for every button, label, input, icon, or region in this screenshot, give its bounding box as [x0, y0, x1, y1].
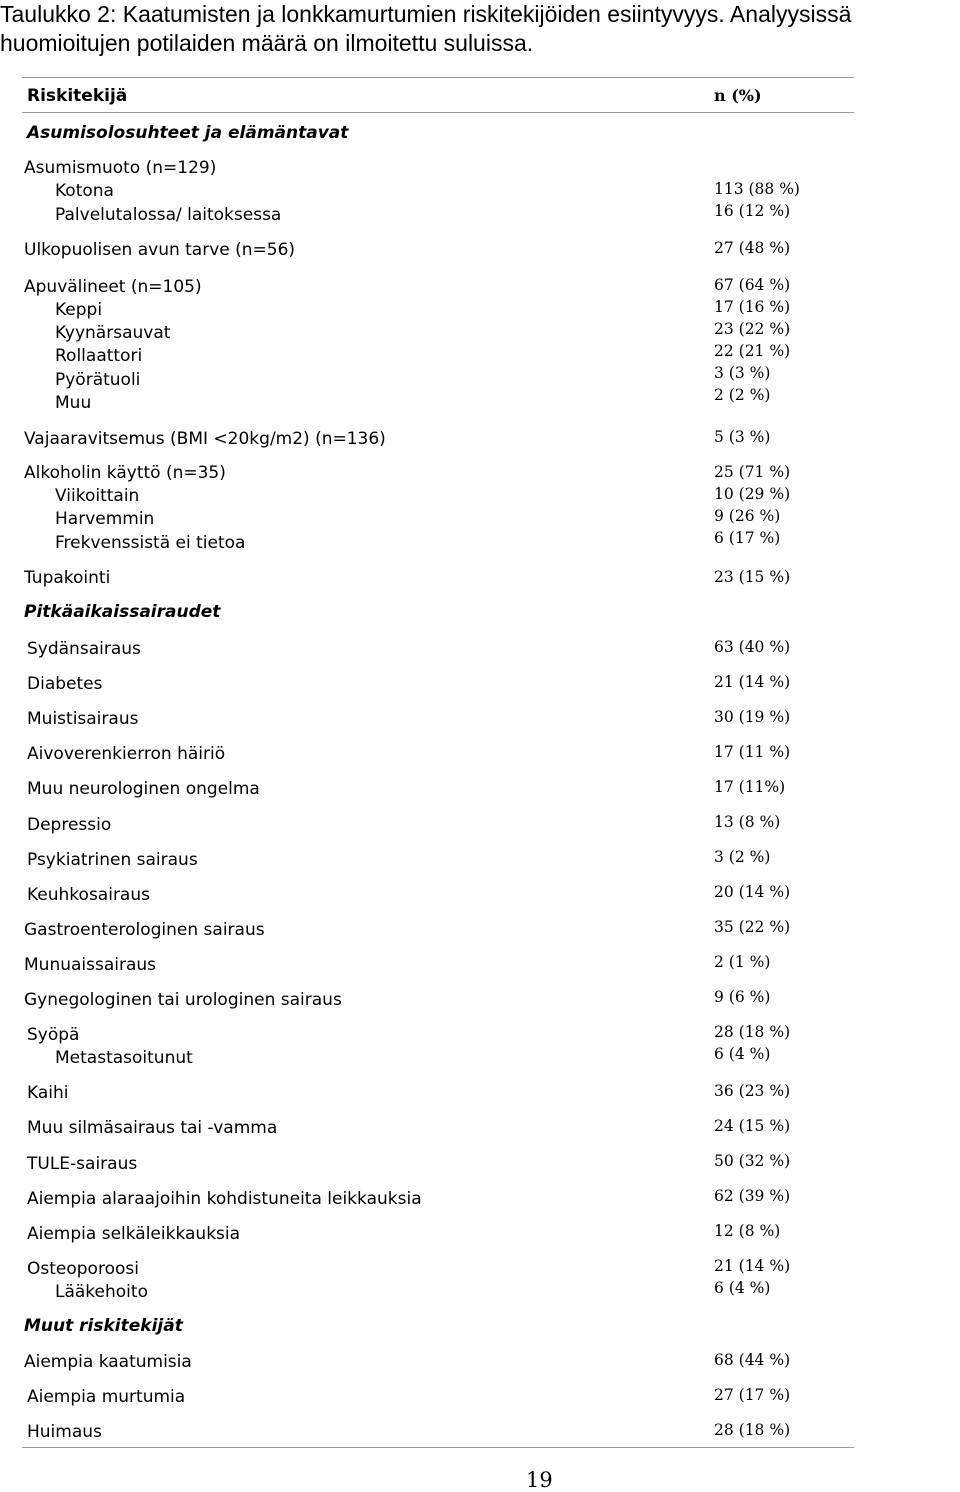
row-label: Diabetes [27, 674, 103, 694]
row-label: Osteoporoosi [27, 1259, 139, 1279]
row-value: 3 (2 %) [714, 848, 771, 866]
row-value: 6 (4 %) [714, 1279, 771, 1297]
row-label: Sydänsairaus [27, 639, 141, 659]
row-value: 63 (40 %) [714, 638, 791, 656]
row-label: Metastasoitunut [55, 1048, 193, 1068]
row-value: 13 (8 %) [714, 813, 781, 831]
row-label: Muu neurologinen ongelma [27, 779, 260, 799]
row-value: 21 (14 %) [714, 673, 791, 691]
row-label: Alkoholin käyttö (n=35) [24, 463, 226, 483]
row-value: 28 (18 %) [714, 1023, 791, 1041]
row-label: Muistisairaus [27, 709, 139, 729]
row-value: 2 (1 %) [714, 953, 771, 971]
section-heading: Muut riskitekijät [24, 1316, 183, 1336]
row-label: Gynegologinen tai urologinen sairaus [24, 990, 342, 1010]
row-value: 6 (17 %) [714, 529, 781, 547]
row-label: Vajaaravitsemus (BMI <20kg/m2) (n=136) [24, 429, 386, 449]
row-label: Huimaus [27, 1422, 102, 1442]
column-header-n-percent: n (%) [714, 86, 762, 105]
row-value: 50 (32 %) [714, 1152, 791, 1170]
row-value: 6 (4 %) [714, 1045, 771, 1063]
row-label: Syöpä [27, 1025, 80, 1045]
row-label: Pyörätuoli [55, 370, 141, 390]
table-top-rule [22, 77, 854, 78]
row-label: Gastroenterologinen sairaus [24, 920, 265, 940]
row-value: 67 (64 %) [714, 276, 791, 294]
row-value: 17 (11%) [714, 778, 786, 796]
row-label: Ulkopuolisen avun tarve (n=56) [24, 240, 296, 260]
row-label: Apuvälineet (n=105) [24, 277, 202, 297]
row-label: Asumismuoto (n=129) [24, 158, 217, 178]
row-value: 23 (22 %) [714, 320, 791, 338]
row-label: Harvemmin [55, 509, 155, 529]
row-label: Aiempia kaatumisia [24, 1352, 192, 1372]
page-number: 19 [526, 1468, 553, 1492]
row-label: Tupakointi [24, 568, 111, 588]
row-label: Kotona [55, 181, 114, 201]
section-heading: Asumisolosuhteet ja elämäntavat [27, 123, 349, 143]
column-header-risk-factor: Riskitekijä [27, 86, 128, 106]
row-value: 30 (19 %) [714, 708, 791, 726]
row-label: Aiempia selkäleikkauksia [27, 1224, 241, 1244]
row-value: 5 (3 %) [714, 428, 771, 446]
row-value: 22 (21 %) [714, 342, 791, 360]
row-label: Kyynärsauvat [55, 323, 171, 343]
row-label: Munuaissairaus [24, 955, 157, 975]
row-label: Viikoittain [55, 486, 140, 506]
row-value: 16 (12 %) [714, 202, 791, 220]
row-value: 21 (14 %) [714, 1257, 791, 1275]
row-value: 9 (6 %) [714, 988, 771, 1006]
row-value: 36 (23 %) [714, 1082, 791, 1100]
row-value: 28 (18 %) [714, 1421, 791, 1439]
row-value: 24 (15 %) [714, 1117, 791, 1135]
row-label: Rollaattori [55, 346, 143, 366]
row-value: 9 (26 %) [714, 507, 781, 525]
row-value: 27 (48 %) [714, 239, 791, 257]
header-rule [22, 112, 854, 113]
row-label: TULE-sairaus [27, 1154, 138, 1174]
row-value: 35 (22 %) [714, 918, 791, 936]
section-heading: Pitkäaikaissairaudet [24, 602, 221, 622]
row-value: 3 (3 %) [714, 364, 771, 382]
row-label: Aiempia murtumia [27, 1387, 186, 1407]
row-value: 68 (44 %) [714, 1351, 791, 1369]
row-value: 10 (29 %) [714, 485, 791, 503]
table-bottom-rule [22, 1447, 854, 1448]
row-label: Psykiatrinen sairaus [27, 850, 198, 870]
row-label: Lääkehoito [55, 1282, 148, 1302]
row-value: 23 (15 %) [714, 568, 791, 586]
row-value: 2 (2 %) [714, 386, 771, 404]
row-value: 62 (39 %) [714, 1187, 791, 1205]
row-value: 17 (16 %) [714, 298, 791, 316]
row-value: 113 (88 %) [714, 180, 800, 198]
row-label: Palvelutalossa/ laitoksessa [55, 205, 282, 225]
row-label: Keppi [55, 300, 103, 320]
row-label: Muu silmäsairaus tai -vamma [27, 1118, 278, 1138]
row-value: 20 (14 %) [714, 883, 791, 901]
row-label: Aivoverenkierron häiriö [27, 744, 226, 764]
row-label: Keuhkosairaus [27, 885, 150, 905]
row-label: Aiempia alaraajoihin kohdistuneita leikkauksia [27, 1189, 422, 1209]
row-value: 25 (71 %) [714, 463, 791, 481]
row-value: 27 (17 %) [714, 1386, 791, 1404]
row-label: Kaihi [27, 1083, 69, 1103]
row-label: Depressio [27, 815, 112, 835]
table-caption: Taulukko 2: Kaatumisten ja lonkkamurtumien riskitekijöiden esiintyvyys. Analyysissä huomioitujen potilaiden määrä on ilmoitettu suluissa. [0, 1, 852, 56]
row-label: Frekvenssistä ei tietoa [55, 533, 246, 553]
row-value: 17 (11 %) [714, 743, 791, 761]
row-label: Muu [55, 393, 92, 413]
row-value: 12 (8 %) [714, 1222, 781, 1240]
